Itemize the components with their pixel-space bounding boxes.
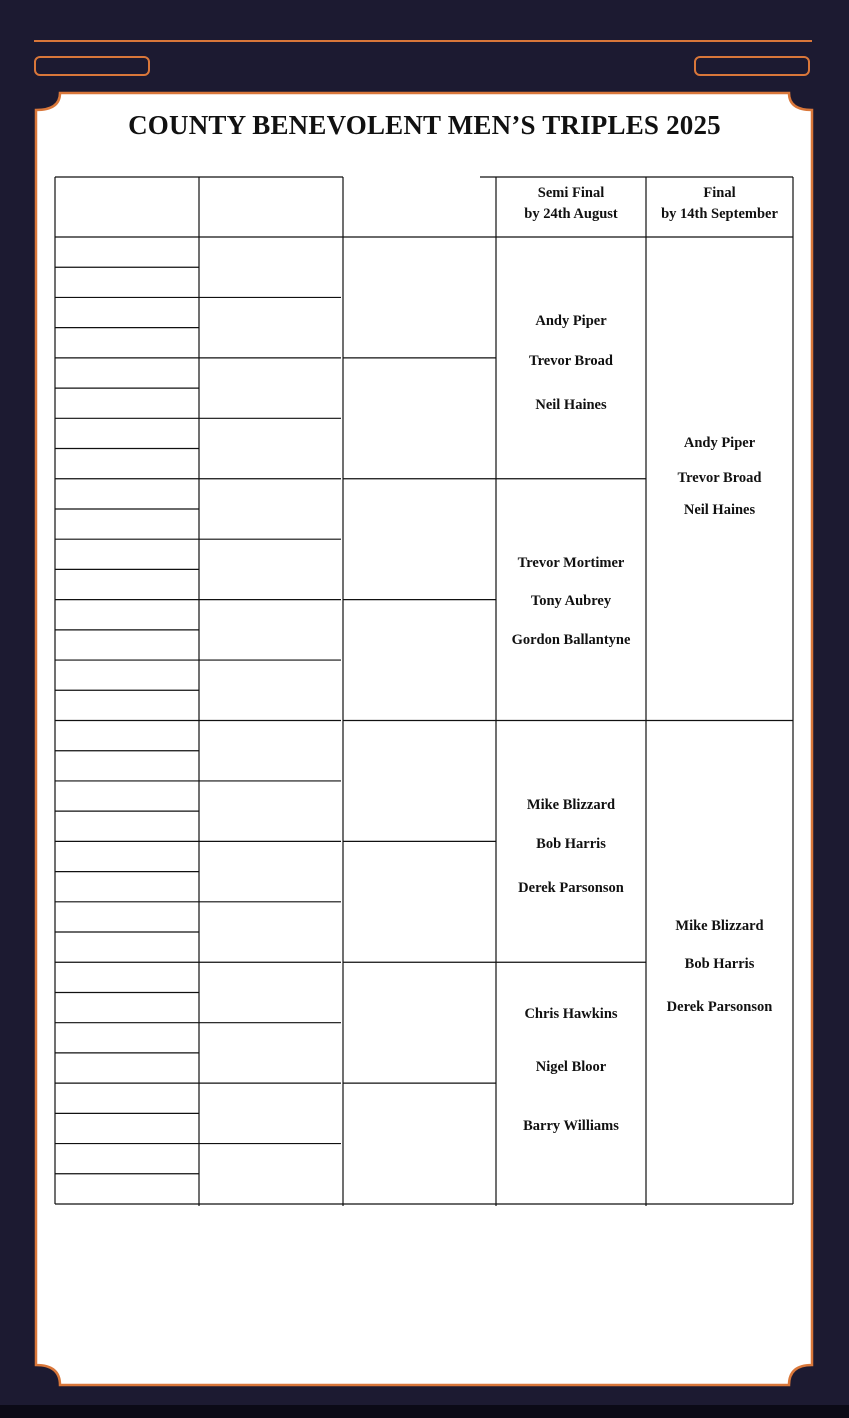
player-name: Trevor Broad [677,470,762,486]
player-name: Bob Harris [684,956,755,972]
semi-final-header [496,183,646,225]
player-name: Bob Harris [536,836,606,852]
final-date: by 14th September [661,206,778,222]
player-name: Derek Parsonson [666,999,773,1015]
player-name: Andy Piper [535,313,607,329]
player-name: Nigel Bloor [535,1059,607,1075]
final-heading: Final [703,185,736,201]
player-name: Trevor Mortimer [517,555,625,571]
player-name: Mike Blizzard [526,797,616,813]
player-name: Andy Piper [683,435,756,451]
player-name: Neil Haines [683,502,756,518]
player-name: Chris Hawkins [524,1006,618,1022]
semi-final-date: by 24th August [524,206,618,222]
player-name: Gordon Ballantyne [511,632,631,648]
player-name: Derek Parsonson [518,880,624,896]
final-header [646,183,793,225]
player-name: Tony Aubrey [530,593,612,609]
player-name: Barry Williams [523,1118,619,1134]
player-name: Neil Haines [535,397,607,413]
player-name: Mike Blizzard [675,918,764,934]
player-name: Trevor Broad [529,353,613,369]
page-title: COUNTY BENEVOLENT MEN’S TRIPLES 2025 [128,110,721,140]
semi-final-heading: Semi Final [537,185,605,201]
